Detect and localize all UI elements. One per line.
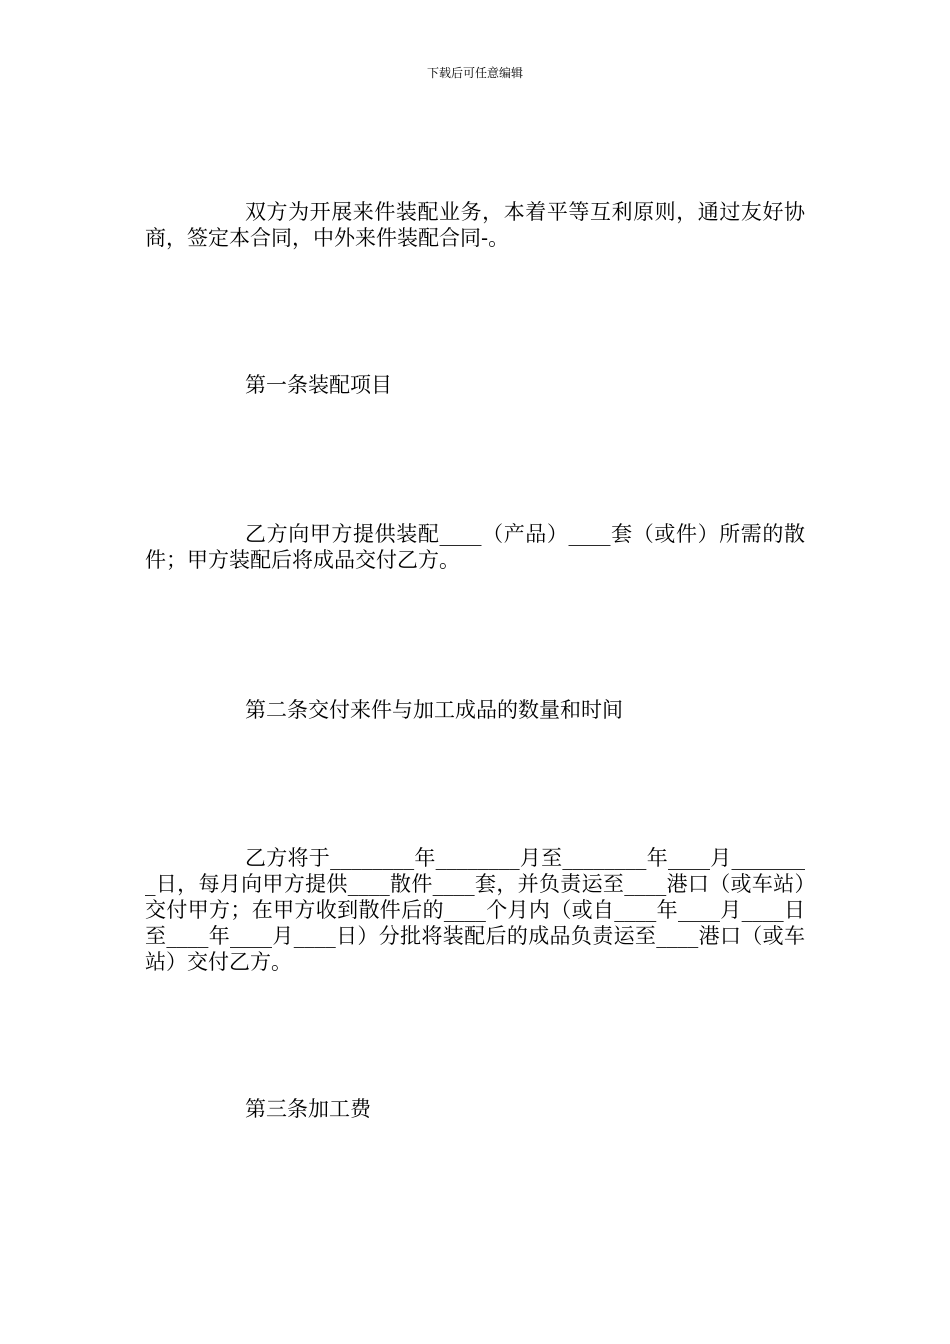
article-3-title: 第三条加工费 [245,1097,371,1121]
article-1-body: 乙方向甲方提供装配____（产品）____套（或件）所需的散件；甲方装配后将成品交付乙方。 [145,522,805,572]
article-1-title: 第一条装配项目 [245,373,392,397]
article-2-body: 乙方将于________年________月至________年____月________日，每月向甲方提供____散件____套，并负责运至____港口（或车站）交付甲方；在甲方收到散件后的____个月内（或自____年____月____日至____年____月____日）分批将装配后的成品负责运至____港口（或车站）交付乙方。 [145,846,805,974]
article-2-title: 第二条交付来件与加工成品的数量和时间 [245,698,623,722]
page-header: 下载后可任意编辑 [426,66,523,80]
intro-paragraph: 双方为开展来件装配业务，本着平等互利原则，通过友好协商，签定本合同，中外来件装配合同-。 [145,200,805,250]
